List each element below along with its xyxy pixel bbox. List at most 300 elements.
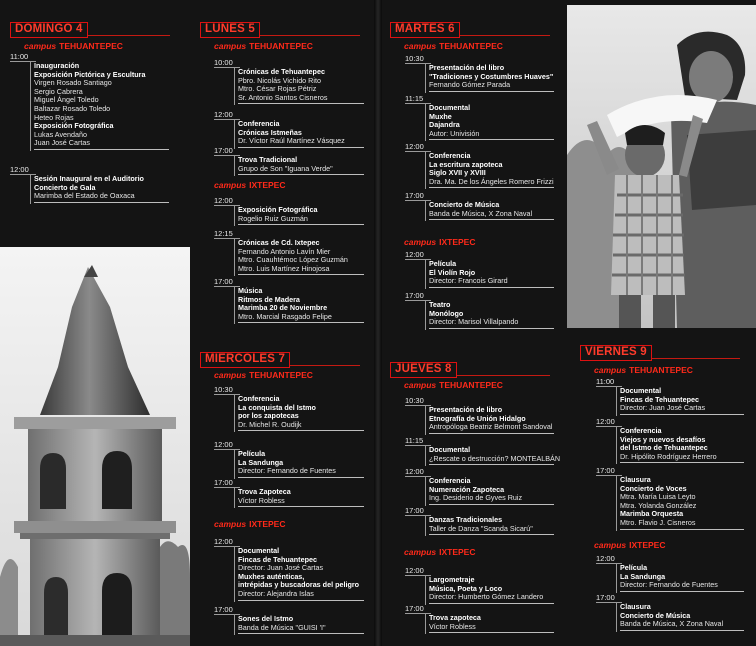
campus-prefix: campus [214,41,247,51]
event-details [620,427,717,461]
event-time: 17:00 [405,291,424,300]
event-title-line: Concierto de Música [429,200,500,209]
time-underline [214,546,240,547]
event-title-line: Concierto de Gala [34,182,96,192]
event-info-line: Dra. Ma. De los Ángeles Romero Frizzi [429,176,554,186]
event-title-line: Crónicas Istmeñas [238,127,302,137]
day-title: MIERCOLES 7 [200,352,290,368]
event-underline [620,529,744,530]
event-title-line: La Sandunga [620,571,666,581]
event-connector [425,476,426,506]
event-time: 12:00 [10,165,29,174]
event-info-line: Director: Fernando de Fuentes [238,466,336,476]
event-title-line: Película [429,259,457,268]
event-underline [238,224,364,225]
time-underline [214,67,240,68]
event-title-line: Sesión Inaugural en el Auditorio [34,174,144,183]
event-title-line: Película [620,563,648,572]
photo-bell-tower [0,247,190,646]
event-details [429,260,508,286]
event-title-line: Monólogo [429,308,464,318]
event-info-line: Banda de Música "GUISI 'I" [238,622,326,632]
event-title-line: Fincas de Tehuantepec [620,394,699,404]
event-connector [234,614,235,635]
event-details [238,488,291,505]
event-time: 11:15 [405,436,424,445]
event-connector [234,487,235,508]
event-title-line: Trova zapoteca [429,613,481,622]
event-underline [429,632,554,633]
time-underline [405,445,431,446]
event-info-line: Director: Francois Girard [429,276,508,286]
campus-label [404,380,503,390]
campus-label [214,370,313,380]
event-details [429,104,479,138]
campus-name: TEHUANTEPEC [629,365,693,375]
event-info-line: Director: Humberto Gómez Landero [429,592,544,602]
event-info-line: Baltazar Rosado Toledo [34,103,111,113]
time-underline [214,155,240,156]
event-underline [429,433,554,434]
event-info-line: Fernando Antonio Lavín Mier [238,246,331,256]
event-underline [620,414,744,415]
event-title-line: Marimba 20 de Noviembre [238,303,328,313]
event-underline [238,174,364,175]
time-underline [214,394,240,395]
event-time: 17:00 [596,593,615,602]
event-info-line: Director: Fernando de Fuentes [620,580,718,590]
event-info-line: Mtro. Marcial Rasgado Felipe [238,311,332,321]
day-heading [390,362,560,378]
event-title-line: La Sandunga [238,457,284,467]
event-title-line: Viejos y nuevos desafíos [620,434,706,444]
event-connector [425,445,426,466]
day-heading [200,22,370,38]
event-underline [238,477,364,478]
event-underline [429,91,554,92]
event-title-line: Crónicas de Tehuantepec [238,67,325,76]
day-title: LUNES 5 [200,22,260,38]
event-connector [425,405,426,435]
event-info-line: Mtro. Luis Martínez Hinojosa [238,263,330,273]
event-info-line: Banda de Música, X Zona Naval [429,208,533,218]
event-title-line: Numeración Zapoteca [429,484,505,494]
event-time: 12:00 [405,467,424,476]
event-title-line: Muxhe [429,111,452,121]
event-underline [620,462,744,463]
event-details [34,62,145,148]
campus-prefix: campus [404,237,437,247]
event-details [429,152,554,186]
event-info-line: Director: Juan José Cartas [238,563,324,573]
event-underline [34,149,169,150]
campus-name: IXTEPEC [629,540,666,550]
event-details [34,175,144,201]
event-title-line: Siglo XVII y XVIII [429,168,486,178]
bell-tower-image [0,247,190,646]
time-underline [214,205,240,206]
event-connector [234,205,235,226]
event-title-line: Documental [429,445,471,454]
campus-label [404,547,476,557]
time-underline [596,475,622,476]
time-underline [214,487,240,488]
event-info-line: Banda de Música, X Zona Naval [620,619,724,629]
campus-prefix: campus [214,519,247,529]
event-title-line: Concierto de Música [620,610,691,620]
event-title-line: Conferencia [238,119,280,128]
day-heading [390,22,560,38]
event-details [429,576,543,602]
campus-name: TEHUANTEPEC [249,41,313,51]
campus-prefix: campus [404,380,437,390]
event-info-line: Dr. Víctor Raúl Martínez Vásquez [238,136,345,146]
event-underline [429,139,554,140]
event-underline [429,219,554,220]
event-details [429,614,481,631]
event-connector [425,259,426,289]
event-title-line: Muxhes auténticas, [238,571,305,581]
campus-prefix: campus [214,180,247,190]
event-title-line: Teatro [429,300,451,309]
event-time: 17:00 [405,604,424,613]
event-info-line: Marimba del Estado de Oaxaca [34,191,135,201]
time-underline [214,614,240,615]
event-title-line: Trova Tradicional [238,155,298,164]
event-info-line: Director: Alejandra Islas [238,588,314,598]
event-title-line: Etnografía de Unión Hidalgo [429,413,526,423]
event-info-line: Ing. Desiderio de Gyves Ruiz [429,493,523,503]
event-underline [238,147,364,148]
event-connector [234,449,235,479]
event-title-line: Documental [238,546,280,555]
event-info-line: Pbro. Nicolás Vichido Rito [238,75,321,85]
event-info-line: Sr. Antonio Santos Cisneros [238,92,328,102]
event-info-line: Director: Marisol Villalpando [429,317,519,327]
event-title-line: Música, Poeta y Loco [429,583,503,593]
event-underline [429,328,554,329]
children-kite-image [567,5,756,328]
campus-label [594,365,693,375]
event-time: 12:00 [405,250,424,259]
event-details [620,387,705,413]
event-time: 17:00 [596,466,615,475]
day-title: MARTES 6 [390,22,460,38]
day-title: DOMINGO 4 [10,22,88,38]
event-underline [429,504,554,505]
campus-label [404,41,503,51]
time-underline [405,476,431,477]
campus-name: TEHUANTEPEC [439,380,503,390]
event-connector [30,61,31,151]
event-details [238,450,336,476]
event-info-line: Mtro. César Rojas Pétriz [238,84,317,94]
event-title-line: La escritura zapoteca [429,159,503,169]
event-time: 12:00 [405,142,424,151]
day-title: VIERNES 9 [580,345,652,361]
fold-crease [374,0,382,646]
event-underline [238,322,364,323]
time-underline [596,602,622,603]
event-time: 11:00 [596,377,615,386]
event-details [429,406,552,432]
event-title-line: Exposición Fotográfica [238,205,318,214]
time-underline [214,286,240,287]
event-underline [620,630,744,631]
event-connector [616,602,617,632]
event-title-line: Conferencia [429,476,471,485]
event-title-line: Marimba Orquesta [620,509,684,519]
event-details [238,68,328,102]
event-connector [234,119,235,149]
event-info-line: Sergio Cabrera [34,86,83,96]
day-title: JUEVES 8 [390,362,457,378]
event-underline [429,287,554,288]
campus-label [404,237,476,247]
time-underline [405,151,431,152]
campus-name: TEHUANTEPEC [439,41,503,51]
event-title-line: Película [238,449,266,458]
time-underline [596,426,622,427]
event-connector [234,394,235,432]
event-underline [238,274,364,275]
time-underline [405,575,431,576]
time-underline [596,563,622,564]
event-connector [616,426,617,464]
day-heading [580,345,750,361]
event-title-line: Conferencia [238,394,280,403]
event-title-line: Inauguración [34,61,80,70]
time-underline [405,405,431,406]
event-title-line: Documental [429,103,471,112]
event-info-line: Antropóloga Beatriz Belmont Sandoval [429,422,553,432]
event-title-line: Fincas de Tehuantepec [238,554,317,564]
time-underline [405,63,431,64]
time-underline [405,300,431,301]
campus-prefix: campus [594,365,627,375]
time-underline [405,515,431,516]
event-details [620,564,718,590]
campus-prefix: campus [404,547,437,557]
event-time: 10:30 [405,54,424,63]
event-time: 10:00 [214,58,233,67]
event-details [429,64,553,90]
event-title-line: Dajandra [429,120,460,130]
time-underline [214,119,240,120]
event-time: 17:00 [214,277,233,286]
event-time: 17:00 [405,191,424,200]
event-underline [238,430,364,431]
event-title-line: Música [238,286,263,295]
event-time: 12:00 [214,537,233,546]
campus-prefix: campus [214,370,247,380]
event-details [238,287,332,321]
event-connector [234,546,235,602]
time-underline [405,613,431,614]
campus-name: IXTEPEC [249,180,286,190]
event-time: 12:00 [214,196,233,205]
campus-name: IXTEPEC [439,237,476,247]
campus-prefix: campus [404,41,437,51]
event-underline [429,464,554,465]
event-details [620,603,723,629]
event-underline [429,187,554,188]
event-info-line: Director: Juan José Cartas [620,403,706,413]
event-title-line: intrépidas y buscadoras del peligro [238,580,360,590]
event-title-line: Ritmos de Madera [238,294,300,304]
event-info-line: Grupo de Son "Iguana Verde" [238,163,333,173]
event-info-line: Taller de Danza "Scanda Sicarú" [429,523,533,533]
event-title-line: Clausura [620,475,651,484]
event-underline [238,103,364,104]
event-connector [234,67,235,105]
event-details [238,120,345,146]
event-time: 11:15 [405,94,424,103]
event-info-line: Virgen Rosado Santiago [34,78,112,88]
event-info-line: Dr. Michel R. Oudijk [238,419,302,429]
event-details [238,239,348,273]
event-details [429,477,522,503]
event-time: 12:00 [596,417,615,426]
event-underline [34,202,169,203]
event-title-line: Exposición Fotográfica [34,121,114,131]
campus-label [214,180,286,190]
day-heading [200,352,370,368]
event-time: 17:00 [214,478,233,487]
event-info-line: Autor: Univisión [429,128,480,138]
time-underline [596,386,622,387]
campus-name: IXTEPEC [439,547,476,557]
campus-name: TEHUANTEPEC [59,41,123,51]
event-info-line: Víctor Robless [238,495,285,505]
event-details [238,206,317,223]
event-details [238,547,359,599]
event-info-line: Juan José Cartas [34,138,90,148]
event-title-line: del Istmo de Tehuantepec [620,443,708,453]
event-time: 11:00 [10,52,29,61]
event-title-line: Clausura [620,602,651,611]
event-connector [425,300,426,330]
event-underline [620,591,744,592]
event-connector [425,103,426,141]
event-connector [30,174,31,204]
event-details [429,201,532,218]
event-title-line: por los zapotecas [238,411,299,421]
event-title-line: Conferencia [620,426,662,435]
event-info-line: ¿Rescate o destrucción? MONTEALBÁN [429,453,561,463]
event-underline [238,506,364,507]
event-connector [425,63,426,93]
event-title-line: Conferencia [429,151,471,160]
event-info-line: Mtra. María Luisa Leyto [620,492,696,502]
event-details [238,395,316,429]
event-time: 10:30 [214,385,233,394]
event-connector [234,238,235,276]
event-connector [234,286,235,324]
campus-prefix: campus [24,41,57,51]
event-title-line: Documental [620,386,662,395]
event-title-line: El Violín Rojo [429,267,476,277]
event-details [238,156,333,173]
campus-name: IXTEPEC [249,519,286,529]
event-title-line: Crónicas de Cd. Ixtepec [238,238,320,247]
event-connector [616,475,617,531]
time-underline [10,174,36,175]
campus-label [214,519,286,529]
campus-label [214,41,313,51]
event-connector [425,515,426,536]
event-info-line: Víctor Robless [429,621,476,631]
event-info-line: Mtro. Cuauhtémoc López Guzmán [238,255,348,265]
campus-label [24,41,123,51]
time-underline [214,449,240,450]
event-time: 10:30 [405,396,424,405]
time-underline [405,259,431,260]
event-time: 12:00 [214,110,233,119]
day-heading [10,22,175,38]
campus-label [594,540,666,550]
event-time: 17:00 [405,506,424,515]
event-info-line: Lukas Avendaño [34,129,88,139]
time-underline [10,61,36,62]
event-title-line: Trova Zapoteca [238,487,291,496]
event-details [429,301,518,327]
event-underline [429,603,554,604]
event-title-line: "Tradiciones y Costumbres Huaves" [429,71,554,81]
time-underline [214,238,240,239]
event-connector [425,613,426,634]
event-title-line: Exposición Pictórica y Escultura [34,69,146,79]
campus-prefix: campus [594,540,627,550]
time-underline [405,103,431,104]
event-time: 12:00 [405,566,424,575]
event-info-line: Heteo Rojas [34,112,74,122]
event-connector [425,200,426,221]
event-details [429,516,533,533]
event-info-line: Fernando Gómez Parada [429,80,511,90]
event-connector [425,151,426,189]
event-title-line: Concierto de Voces [620,483,687,493]
event-connector [425,575,426,605]
event-time: 12:15 [214,229,233,238]
event-info-line: Dr. Hipólito Rodríguez Herrero [620,451,717,461]
event-time: 17:00 [214,605,233,614]
event-details [620,476,696,528]
event-info-line: Rogelio Ruiz Guzmán [238,213,308,223]
event-connector [234,155,235,176]
event-title-line: Danzas Tradicionales [429,515,503,524]
event-info-line: Miguel Ángel Toledo [34,95,99,105]
event-title-line: Sones del Istmo [238,614,294,623]
time-underline [405,200,431,201]
event-underline [238,600,364,601]
photo-children-kite [567,5,756,328]
event-time: 12:00 [214,440,233,449]
event-details [429,446,560,463]
event-time: 17:00 [214,146,233,155]
event-underline [429,534,554,535]
event-title-line: Presentación de libro [429,405,503,414]
event-info-line: Mtro. Flavio J. Cisneros [620,517,696,527]
event-time: 12:00 [596,554,615,563]
event-title-line: La conquista del Istmo [238,402,316,412]
event-details [238,615,326,632]
event-info-line: Mtra. Yolanda González [620,500,697,510]
event-underline [238,633,364,634]
event-connector [616,386,617,416]
campus-name: TEHUANTEPEC [249,370,313,380]
event-title-line: Presentación del libro [429,63,505,72]
